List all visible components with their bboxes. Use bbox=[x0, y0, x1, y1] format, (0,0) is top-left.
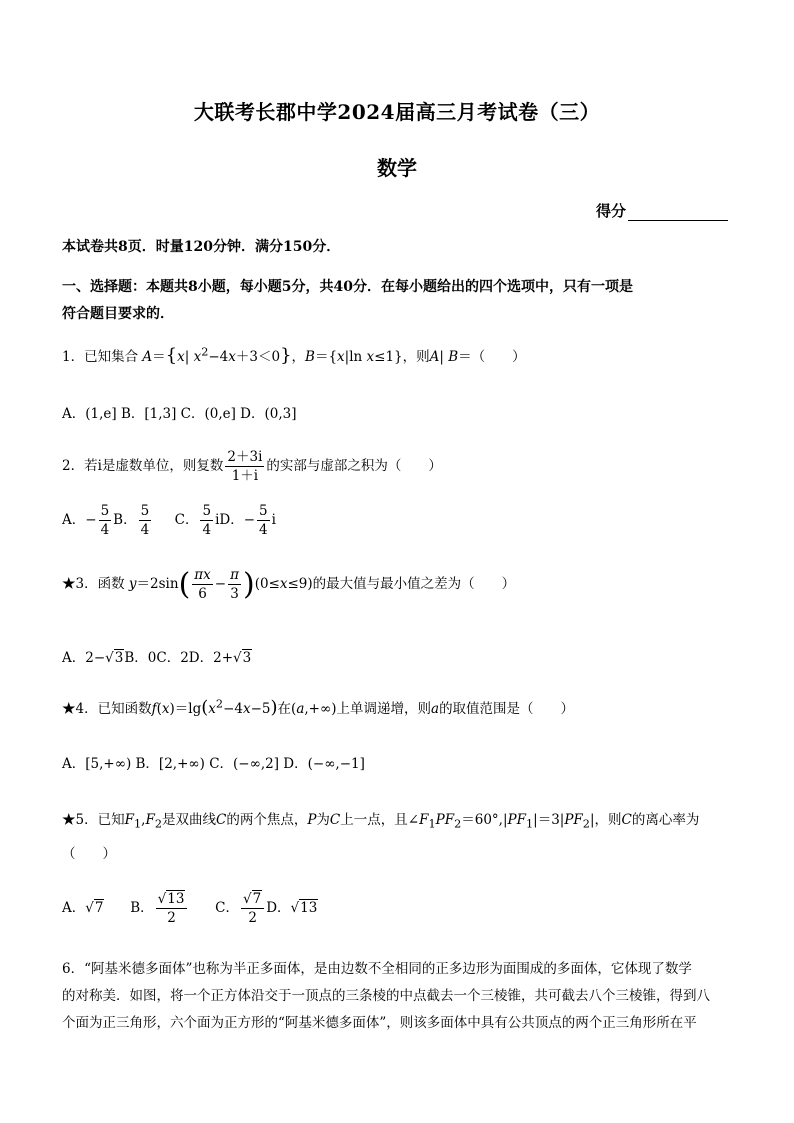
question-1-options: A．(1,e] B．[1,3] C．(0,e] D．(0,3] bbox=[62, 406, 297, 422]
section-heading-line2: 符合题目要求的． bbox=[62, 306, 174, 322]
question-5-stem-line2: （ ） bbox=[62, 846, 116, 862]
question-2-stem: 2．若i是虚数单位，则复数 $\frac{2+3i}{1+i}$ 的实部与虚部之积为（ ） bbox=[62, 449, 442, 484]
question-3-stem: ★3．函数 y＝2sin( $\frac{\pi x}{6}$ − $\frac{\pi}{3}$ )(0≤x≤9)的最大值与最小值之差为（ ） bbox=[62, 567, 516, 602]
question-4-options: A．[5,+∞) B．[2,+∞) C．(−∞,2] D．(−∞,−1] bbox=[62, 756, 365, 772]
question-2-options: A．− $\frac{5}{4}$ B． $\frac{5}{4}$ C． $\frac{5}{4}$ iD．− $\frac{5}{4}$ i bbox=[62, 503, 276, 538]
question-3-options: A．2−√3B．0C．2D．2+√3 bbox=[62, 650, 252, 666]
question-5-options: A．√7 B． $\frac{√13}{2}$ C． $\frac{√7}{2}$ D．√13 bbox=[62, 891, 318, 926]
question-5-stem: ★5．已知$F_1,F_2$是双曲线C的两个焦点，P为C上一点，且$\angle F_1PF_2=60^\circ,|PF_1|=3|PF_2|$，则C的离心率为 bbox=[62, 812, 700, 831]
score-field bbox=[596, 200, 728, 221]
exam-intro: 本试卷共8页．时量120分钟．满分150分． bbox=[62, 239, 341, 255]
question-6-line1: 6．“阿基米德多面体”也称为半正多面体，是由边数不全相同的正多边形为面围成的多面体，它体现了数学 bbox=[62, 961, 692, 977]
section-heading-line1: 一、选择题：本题共8小题，每小题5分，共40分．在每小题给出的四个选项中，只有一项是 bbox=[62, 279, 633, 295]
question-4-stem: ★4．已知函数$f(x)=\lg(x^2-4x-5)$在(a,+∞)上单调递增，则a的取值范围是（ ） bbox=[62, 697, 575, 718]
score-blank bbox=[628, 206, 728, 221]
exam-title: 大联考长郡中学2024届高三月考试卷（三） bbox=[193, 100, 601, 124]
score-label: 得分 bbox=[596, 202, 627, 220]
question-6-line2: 的对称美．如图，将一个正方体沿交于一顶点的三条棱的中点截去一个三棱锥，共可截去八个三棱锥，得到八 bbox=[62, 988, 710, 1004]
question-1-stem: 1．已知集合 A＝{x| $x^2-4x+3<0$}，B＝{x|ln x≤1}，则A| B＝（ ） bbox=[62, 345, 526, 366]
question-6-line3: 个面为正三角形，六个面为正方形的“阿基米德多面体”，则该多面体中具有公共顶点的两个正三角形所在平 bbox=[62, 1015, 697, 1031]
subject-title: 数学 bbox=[377, 156, 417, 180]
